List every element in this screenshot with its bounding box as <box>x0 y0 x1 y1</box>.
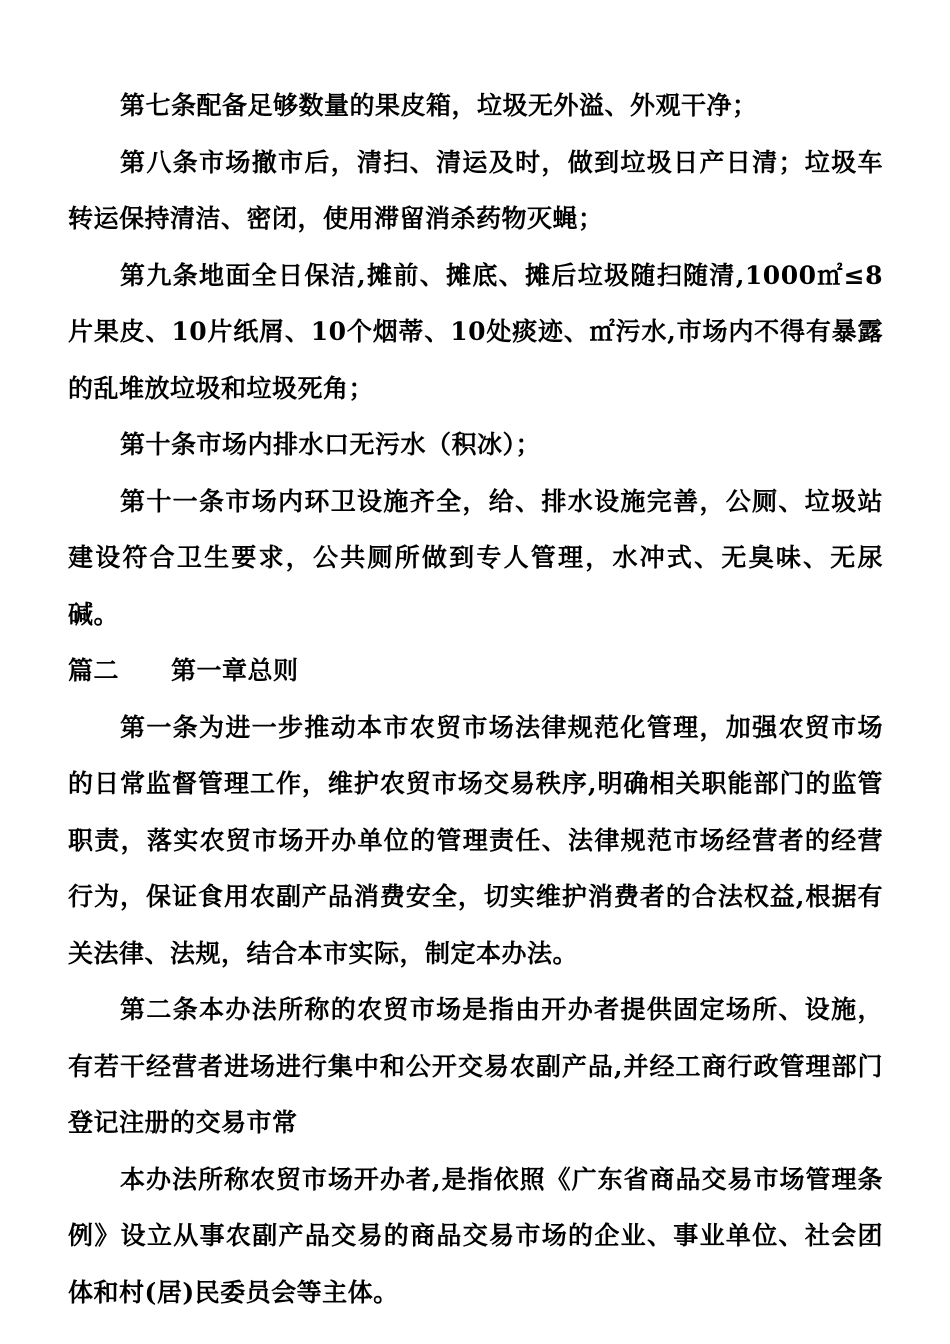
paragraph-article-9: 第九条地面全日保洁,摊前、摊底、摊后垃圾随扫随清,1000㎡≤8片果皮、10片纸屑、10个烟蒂、10处痰迹、㎡污水,市场内不得有暴露的乱堆放垃圾和垃圾死角； <box>68 260 883 403</box>
section-heading <box>68 643 883 700</box>
paragraph-article-7: 第七条配备足够数量的果皮箱，垃圾无外溢、外观干净； <box>120 91 758 120</box>
paragraph-article-1: 第一条为进一步推动本市农贸市场法律规范化管理，加强农贸市场的日常监督管理工作，维护农贸市场交易秩序,明确相关职能部门的监管职责，落实农贸市场开办单位的管理责任、法律规范市场经营者的经营行为，保证食用农副产品消费安全，切实维护消费者的合法权益,根据有关法律、法规，结合本市实际，制定本办法。 <box>68 712 883 968</box>
paragraph-article-11: 第十一条市场内环卫设施齐全，给、排水设施完善，公厕、垃圾站建设符合卫生要求，公共厕所做到专人管理，水冲式、无臭味、无尿碱。 <box>68 486 883 629</box>
paragraph-definition-operator: 本办法所称农贸市场开办者,是指依照《广东省商品交易市场管理条例》设立从事农副产品交易的商品交易市场的企业、事业单位、社会团体和村(居)民委员会等主体。 <box>68 1164 883 1307</box>
paragraph-article-8: 第八条市场撤市后，清扫、清运及时，做到垃圾日产日清；垃圾车转运保持清洁、密闭，使用滞留消杀药物灭蝇； <box>68 147 883 233</box>
paragraph-article-10: 第十条市场内排水口无污水（积冰）； <box>120 430 542 459</box>
document-page <box>68 78 883 1321</box>
paragraph-article-2: 第二条本办法所称的农贸市场是指由开办者提供固定场所、设施，有若干经营者进场进行集中和公开交易农副产品,并经工商行政管理部门登记注册的交易市常 <box>68 995 883 1137</box>
section-label: 篇二 <box>68 656 120 685</box>
section-title: 第一章总则 <box>171 656 299 685</box>
